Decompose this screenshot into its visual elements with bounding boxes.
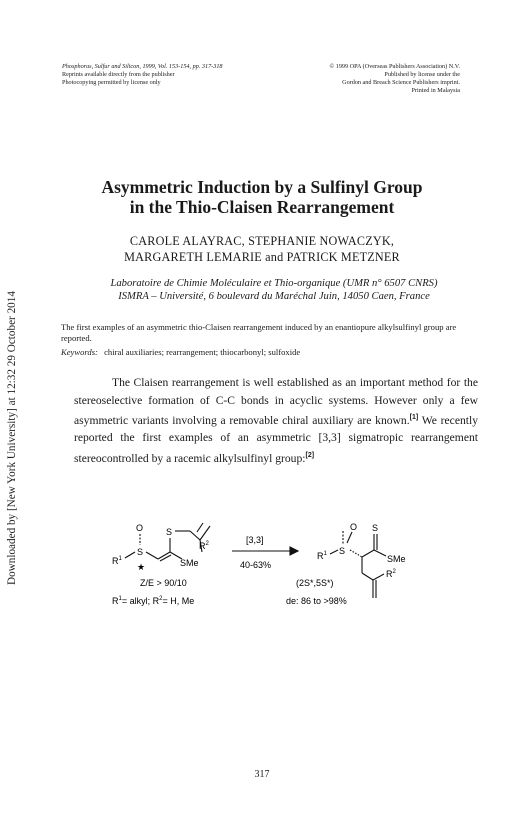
right-r2: R (386, 569, 393, 579)
right-oxygen: O (350, 522, 358, 532)
keywords-text: chiral auxiliaries; rearrangement; thiocarbonyl; sulfoxide (104, 347, 301, 357)
reprint-note: Reprints available directly from the publisher (62, 71, 175, 78)
product-configuration: (2S*,5S*) (296, 578, 334, 588)
intro-text-2: We recently reported the first examples of an asymmetric [3,3] sigmatropic rearrangement stereocontrolled by a racemic alkylsulfinyl group: (74, 413, 478, 465)
def-r2-sup: 2 (159, 596, 163, 602)
download-stamp: Downloaded by [New York University] at 12:32 29 October 2014 (6, 291, 18, 585)
diastereomeric-excess: de: 86 to >98% (286, 596, 347, 606)
stereo-star: ★ (137, 562, 146, 572)
paper-title (0, 177, 524, 217)
left-r1: R (112, 556, 119, 566)
left-sulfur: S (137, 547, 144, 557)
right-r1-label (317, 551, 328, 561)
def-r1: R (112, 596, 119, 606)
affiliation-line-2: ISMRA – Université, 6 boulevard du Maréchal Juin, 14050 Caen, France (118, 291, 430, 302)
right-r2-sup: 2 (392, 569, 396, 575)
def-mid: = alkyl; R (121, 596, 160, 606)
title-line-1: Asymmetric Induction by a Sulfinyl Group (101, 177, 423, 197)
left-r2-sup: 2 (205, 541, 209, 547)
page-number: 317 (254, 769, 270, 780)
left-r1-label (112, 556, 123, 566)
right-sulfur: S (339, 546, 346, 556)
license-line: Published by license under the (384, 71, 460, 78)
author-list (0, 233, 524, 265)
right-r1-sup: 1 (323, 551, 327, 557)
publisher-info (270, 63, 460, 95)
arrow-yield: 40-63% (240, 560, 272, 570)
abstract: The first examples of an asymmetric thio-Claisen rearrangement induced by an enantiopure alkylsulfinyl group are reported. (61, 322, 457, 343)
left-r1-sup: 1 (118, 556, 122, 562)
reaction-scheme (100, 518, 440, 618)
left-r2-label (199, 541, 210, 551)
substituent-definition (112, 596, 194, 606)
affiliation (60, 277, 488, 303)
right-r1: R (317, 551, 324, 561)
z-e-ratio: Z/E > 90/10 (140, 578, 187, 588)
title-line-2: in the Thio-Claisen Rearrangement (129, 197, 395, 217)
journal-info (62, 63, 292, 87)
right-sme: SMe (387, 554, 406, 564)
affiliation-line-1: Laboratoire de Chimie Moléculaire et Thio-organique (UMR n° 6507 CNRS) (110, 278, 438, 289)
intro-text-1: The Claisen rearrangement is well established as an important method for the stereoselective formation of C-C bonds in acyclic systems. However only a few asymmetric variants involving a removable chiral auxiliary are known. (74, 376, 478, 427)
arrow-condition: [3,3] (246, 535, 264, 545)
left-sme: SMe (180, 558, 199, 568)
authors-line-2: MARGARETH LEMARIE and PATRICK METZNER (124, 250, 400, 264)
def-end: = H, Me (162, 596, 195, 606)
right-r2-label (386, 569, 397, 579)
copyright-line: © 1999 OPA (Overseas Publishers Association) N.V. (329, 63, 460, 70)
left-oxygen: O (136, 523, 144, 533)
authors-line-1: CAROLE ALAYRAC, STEPHANIE NOWACZYK, (129, 234, 395, 248)
intro-paragraph (74, 374, 478, 467)
reference-1: [1] (409, 414, 419, 421)
body-text (74, 374, 478, 467)
right-thioxo-sulfur: S (372, 523, 379, 533)
keywords (61, 347, 481, 358)
printed-line: Printed in Malaysia (411, 87, 460, 94)
photocopy-note: Photocopying permitted by license only (62, 79, 161, 86)
left-thio-sulfur: S (166, 527, 173, 537)
imprint-line: Gordon and Breach Science Publishers imprint. (342, 79, 460, 86)
journal-citation: Phosphorus, Sulfur and Silicon, 1999, Vol. 153-154, pp. 317-318 (62, 63, 223, 70)
reference-2: [2] (305, 451, 315, 459)
def-r1-sup: 1 (118, 596, 122, 602)
left-r2: R (199, 541, 206, 551)
keywords-label: Keywords: (61, 347, 98, 357)
